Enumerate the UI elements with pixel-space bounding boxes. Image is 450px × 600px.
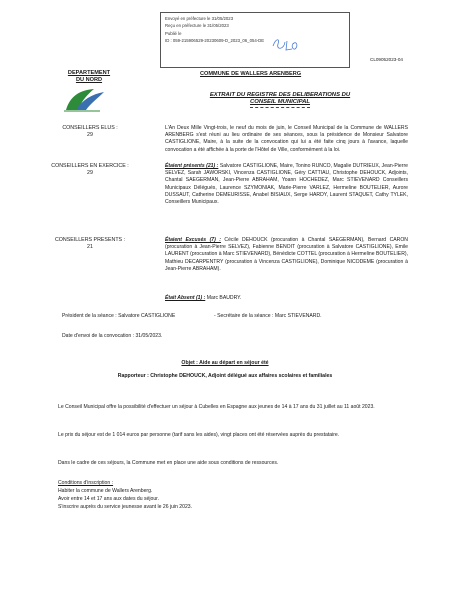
stamp-line: Envoyé en préfecture le 31/05/2023 <box>165 16 234 21</box>
elus-label: CONSEILLERS ELUS : <box>62 125 118 131</box>
department-line: DU NORD <box>75 77 103 83</box>
stamp-line: Reçu en préfecture le 31/05/2023 <box>165 23 229 29</box>
reference-number: CL09052023-04 <box>370 57 403 62</box>
presents-heading: Étaient présents (21) : <box>165 163 219 169</box>
conditions-title <box>58 480 113 486</box>
extrait-line: EXTRAIT DU REGISTRE DES DELIBERATIONS DU <box>209 92 351 98</box>
extrait-heading <box>160 92 400 107</box>
department-line: DEPARTEMENT <box>67 70 111 76</box>
exercice-label-block <box>40 163 140 177</box>
condition-item: Habiter la commune de Wallers Arenberg. <box>58 488 153 494</box>
body-paragraph: Le prix du séjour est de 1 014 euros par personne (tarif sans les aides), vingt places ont été réservées auprès du prestataire. <box>58 432 340 438</box>
conditions-title-text: Conditions d'inscription : <box>58 480 114 486</box>
extrait-line: CONSEIL MUNICIPAL <box>250 99 310 106</box>
presents-text: Salvatore CASTIGLIONE, Maire, Tonino RUNCO, Magalie DUTRIEUX, Jean-Pierre SELVEZ, Sarah JAWORSKI, Vincenza CASTIGLIONE, Géry CATTIAU, Christophe DEHOUCK, Adjoints, Chantal SAEGERMAN, Jean-Pierre ABRAHAM, Yoann HOCHEDEZ, Marc STIEVENARD Conseillers Municipaux Délégués, Laurence SZYMONIAK, Marie-Pierre VARLEZ, Hermeline BOUTELIER, Aurore DUSSAUT, Catherine DEMEURISSE, Anabel BISIAUX, Serge HARDY, Laurent STAQUET, Cathy TYLEK, Conseillers Municipaux. <box>165 163 408 206</box>
department-logo <box>60 86 110 114</box>
secretary-line: - Secrétaire de la séance : Marc STIEVENARD. <box>214 313 322 319</box>
exercice-count: 29 <box>87 170 93 176</box>
excuses-paragraph <box>165 237 408 273</box>
body-paragraph: Le Conseil Municipal offre la possibilité d'effectuer un séjour à Cubelles en Espagne aux jeunes de 14 à 17 ans du 31 juillet au 11 août 2023. <box>58 404 375 410</box>
exercice-label: CONSEILLERS EN EXERCICE : <box>51 163 129 169</box>
condition-item: S'inscrire auprès du service jeunesse avant le 26 juin 2023. <box>58 504 193 510</box>
object-title <box>0 360 450 366</box>
intro-paragraph: L'An Deux Mille Vingt-trois, le neuf du mois de juin, le Conseil Municipal de la Commune de WALLERS ARENBERG s'est réuni au lieu ordinaire de ses séances, sous la présidence de Monsieur Salvatore CASTIGLIONE, Maire, à la suite de la convocation qui lui a été faite cinq jours à l'avance, laquelle convocation a été affichée à la porte de l'Hôtel de Ville, conformément à la loi. <box>165 125 408 153</box>
presents-paragraph <box>165 163 408 206</box>
elus-count: 29 <box>87 132 93 138</box>
divider <box>250 107 310 108</box>
presents-label: CONSEILLERS PRESENTS : <box>54 237 126 243</box>
condition-item: Avoir entre 14 et 17 ans aux dates du séjour. <box>58 496 159 502</box>
department-heading <box>54 70 124 84</box>
presents-label-block <box>40 237 140 251</box>
elus-label-block <box>40 125 140 139</box>
president-line: Président de la séance : Salvatore CASTIGLIONE <box>62 313 176 319</box>
convocation-date: Date d'envoi de la convocation : 31/05/2023. <box>62 333 163 339</box>
absent-heading: Était Absent (1) : <box>165 295 206 301</box>
excuses-heading: Étaient Excusés (7) : <box>165 237 221 243</box>
stamp-line: ID : 059-215906529-20230609-D_2023_06_054-DE <box>165 38 265 44</box>
rapporteur-line: Rapporteur : Christophe DEHOUCK, Adjoint délégué aux affaires scolaires et familiales <box>117 373 333 379</box>
commune-heading: COMMUNE DE WALLERS ARENBERG <box>200 71 302 77</box>
prefecture-stamp <box>160 12 350 68</box>
stamp-signature <box>270 32 300 54</box>
presents-count: 21 <box>87 244 93 250</box>
body-paragraph: Dans le cadre de ces séjours, la Commune met en place une aide sous conditions de ressources. <box>58 460 279 466</box>
excuses-text: Cécile DEHOUCK (procuration à Chantal SAEGERMAN), Bernard CARON (procuration à Jean-Pierre SELVEZ), Fabienne BENOIT (procuration à Salvatore CASTIGLIONE), Emile LAURENT (procuration à Marc STIEVENARD), Bénédicte COTTEL (procuration à Hermeline BOUTELIER), Mathieu DECARPENTRY (procuration à Vincenza CASTIGLIONE), Dominique NICODEME (procuration à Jean-Pierre ABRAHAM). <box>165 237 408 272</box>
object-title-text: Objet : Aide au départ en séjour été <box>181 360 269 366</box>
absent-text: Marc BAUDRY. <box>205 295 242 301</box>
stamp-line: Publié le <box>165 30 182 36</box>
absent-paragraph <box>165 295 408 302</box>
